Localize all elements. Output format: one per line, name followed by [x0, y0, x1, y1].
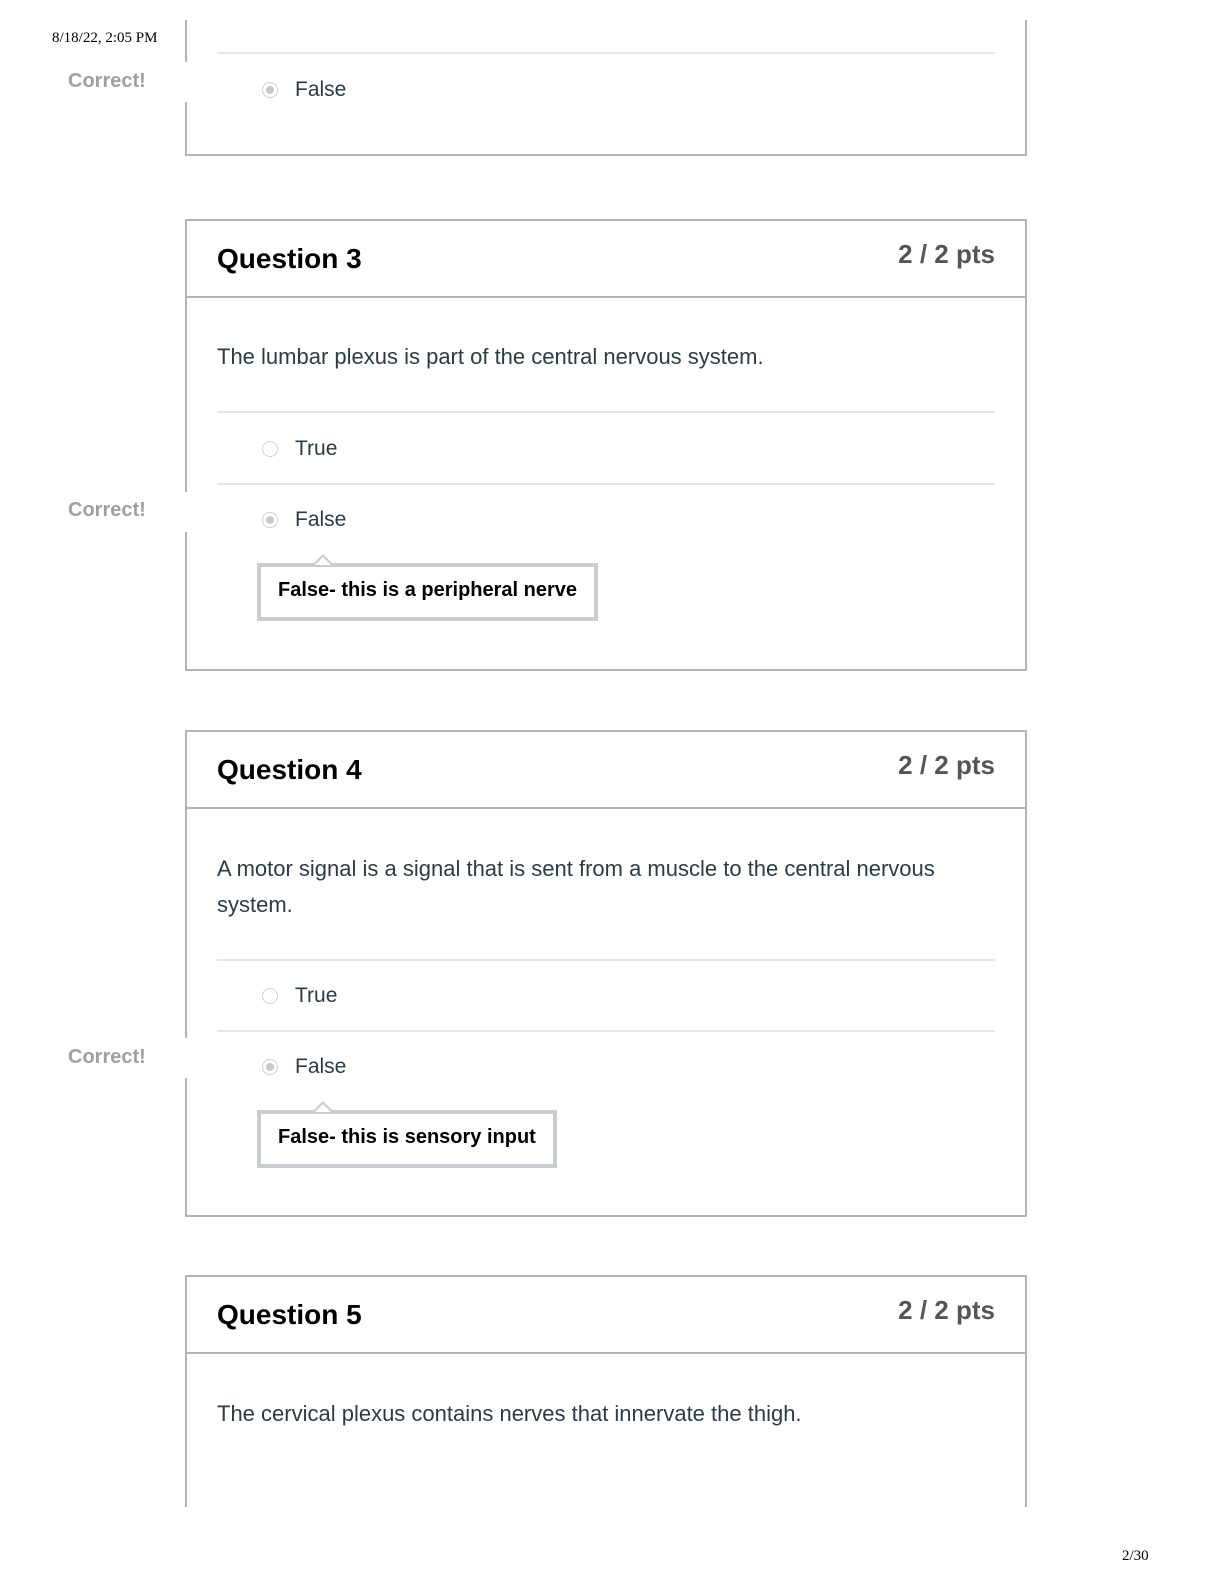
question-title: Question 3	[217, 243, 362, 274]
question-text: The lumbar plexus is part of the central nervous system.	[217, 344, 764, 369]
answer-label: False	[295, 1055, 347, 1078]
question-header	[187, 1277, 1025, 1354]
correct-indicator: Correct!	[68, 499, 146, 521]
radio-selected-icon[interactable]	[262, 82, 278, 98]
question-2-card	[185, 20, 1027, 156]
card-border-gap	[180, 492, 190, 532]
question-5-card	[185, 1275, 1027, 1507]
question-title: Question 5	[217, 1299, 362, 1330]
question-header	[187, 732, 1025, 809]
answer-separator	[217, 52, 995, 54]
answer-feedback	[257, 563, 598, 621]
print-footer-page-number: 2/30	[1122, 1548, 1149, 1564]
answer-label: True	[295, 437, 338, 460]
question-points: 2 / 2 pts	[898, 1295, 995, 1325]
correct-indicator: Correct!	[68, 70, 146, 92]
radio-selected-icon[interactable]	[262, 512, 278, 528]
feedback-text: False- this is a peripheral nerve	[261, 567, 594, 617]
card-border-gap	[180, 1038, 190, 1078]
question-points: 2 / 2 pts	[898, 750, 995, 780]
radio-unselected-icon[interactable]	[262, 988, 278, 1004]
feedback-pointer-icon	[313, 1101, 333, 1111]
question-4-card	[185, 730, 1027, 1217]
question-text: The cervical plexus contains nerves that innervate the thigh.	[217, 1401, 802, 1426]
answer-separator	[217, 411, 995, 413]
answer-label: False	[295, 508, 347, 531]
answer-separator	[217, 483, 995, 485]
question-header	[187, 221, 1025, 298]
feedback-pointer-icon	[313, 554, 333, 564]
answer-label: True	[295, 984, 338, 1007]
correct-indicator: Correct!	[68, 1046, 146, 1068]
answer-separator	[217, 1030, 995, 1032]
answer-separator	[217, 959, 995, 961]
radio-unselected-icon[interactable]	[262, 441, 278, 457]
answer-feedback	[257, 1110, 557, 1168]
card-border-gap	[180, 62, 190, 102]
answer-label: False	[295, 78, 347, 101]
print-header-datetime: 8/18/22, 2:05 PM	[52, 30, 158, 46]
question-3-card	[185, 219, 1027, 671]
question-title: Question 4	[217, 754, 362, 785]
feedback-text: False- this is sensory input	[261, 1114, 553, 1164]
question-points: 2 / 2 pts	[898, 239, 995, 269]
radio-selected-icon[interactable]	[262, 1059, 278, 1075]
question-text: A motor signal is a signal that is sent from a muscle to the central nervous system.	[217, 856, 935, 917]
